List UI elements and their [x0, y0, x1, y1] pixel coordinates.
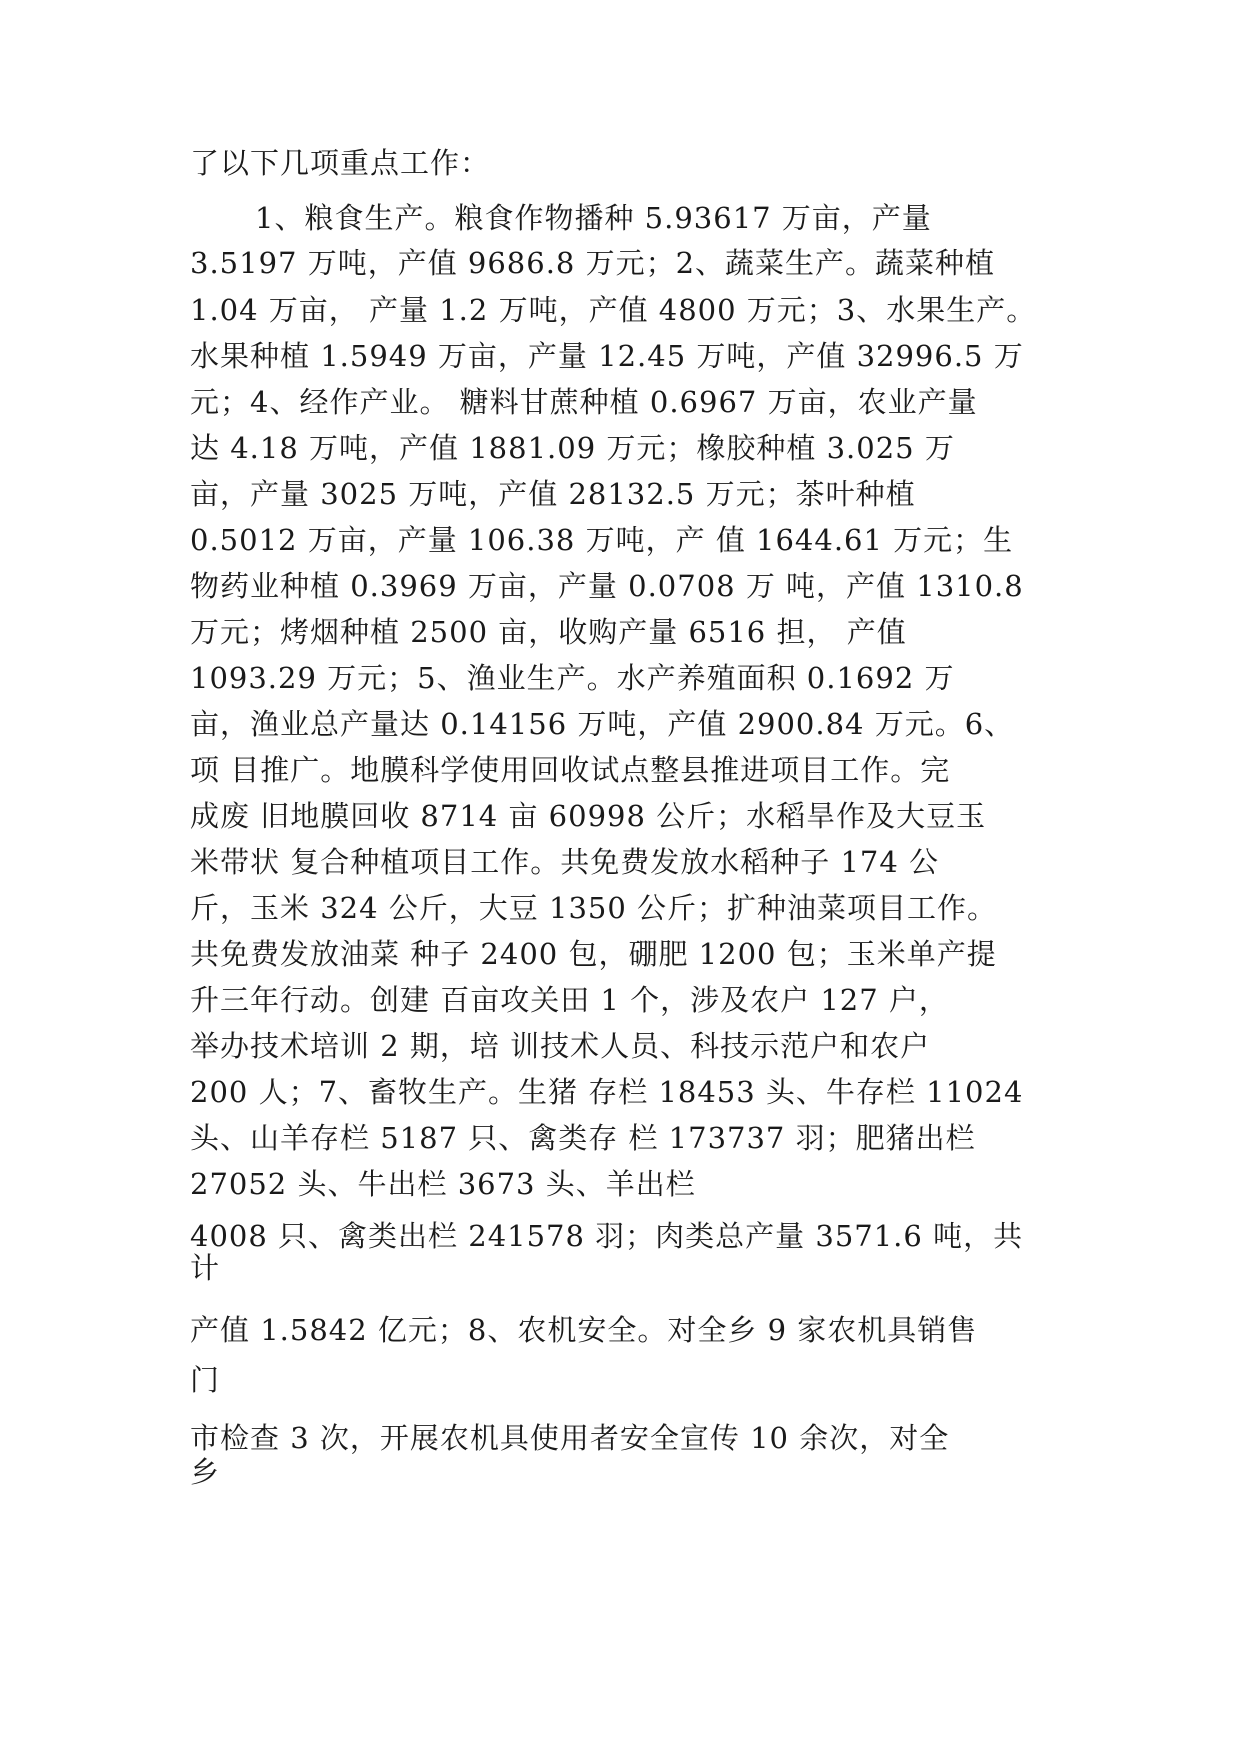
text-line: 项 目推广。地膜科学使用回收试点整县推进项目工作。完	[190, 753, 951, 787]
text-line: 成废 旧地膜回收 8714 亩 60998 公斤；水稻旱作及大豆玉	[190, 799, 987, 833]
text-line: 升三年行动。创建 百亩攻关田 1 个，涉及农户 127 户，	[190, 983, 949, 1017]
text-line: 物药业种植 0.3969 万亩，产量 0.0708 万 吨，产值 1310.8	[190, 569, 1024, 603]
text-line: 产值 1.5842 亿元；8、农机安全。对全乡 9 家农机具销售	[190, 1313, 978, 1347]
text-line: 3.5197 万吨，产值 9686.8 万元；2、蔬菜生产。蔬菜种植	[190, 246, 996, 280]
text-line: 举办技术培训 2 期，培 训技术人员、科技示范户和农户	[190, 1029, 931, 1063]
text-line: 市检查 3 次，开展农机具使用者安全宣传 10 余次，对全	[190, 1421, 950, 1455]
text-line: 乡	[190, 1455, 221, 1489]
text-line: 亩，产量 3025 万吨，产值 28132.5 万元；茶叶种植	[190, 477, 916, 511]
text-line: 门	[190, 1363, 221, 1397]
text-line: 4008 只、禽类出栏 241578 羽；肉类总产量 3571.6 吨，共	[190, 1219, 1024, 1253]
text-line: 斤，玉米 324 公斤，大豆 1350 公斤；扩种油菜项目工作。	[190, 891, 998, 925]
text-line: 1093.29 万元；5、渔业生产。水产养殖面积 0.1692 万	[190, 661, 955, 695]
text-line: 万元；烤烟种植 2500 亩，收购产量 6516 担， 产值	[190, 615, 907, 649]
text-line: 27052 头、牛出栏 3673 头、羊出栏	[190, 1167, 696, 1201]
text-line: 1、粮食生产。粮食作物播种 5.93617 万亩，产量	[255, 201, 932, 235]
text-line: 水果种植 1.5949 万亩，产量 12.45 万吨，产值 32996.5 万	[190, 339, 1024, 373]
text-line: 0.5012 万亩，产量 106.38 万吨，产 值 1644.61 万元；生	[190, 523, 1014, 557]
text-line: 200 人；7、畜牧生产。生猪 存栏 18453 头、牛存栏 11024	[190, 1075, 1024, 1109]
text-line: 了以下几项重点工作：	[190, 146, 491, 180]
text-line: 元；4、经作产业。 糖料甘蔗种植 0.6967 万亩，农业产量	[190, 385, 978, 419]
text-line: 1.04 万亩， 产量 1.2 万吨，产值 4800 万元；3、水果生产。	[190, 293, 1037, 327]
text-line: 米带状 复合种植项目工作。共免费发放水稻种子 174 公	[190, 845, 940, 879]
text-line: 共免费发放油菜 种子 2400 包，硼肥 1200 包；玉米单产提	[190, 937, 997, 971]
text-line: 达 4.18 万吨，产值 1881.09 万元；橡胶种植 3.025 万	[190, 431, 955, 465]
text-line: 计	[190, 1251, 221, 1285]
text-line: 亩，渔业总产量达 0.14156 万吨，产值 2900.84 万元。6、	[190, 707, 1015, 741]
text-line: 头、山羊存栏 5187 只、禽类存 栏 173737 羽；肥猪出栏	[190, 1121, 976, 1155]
